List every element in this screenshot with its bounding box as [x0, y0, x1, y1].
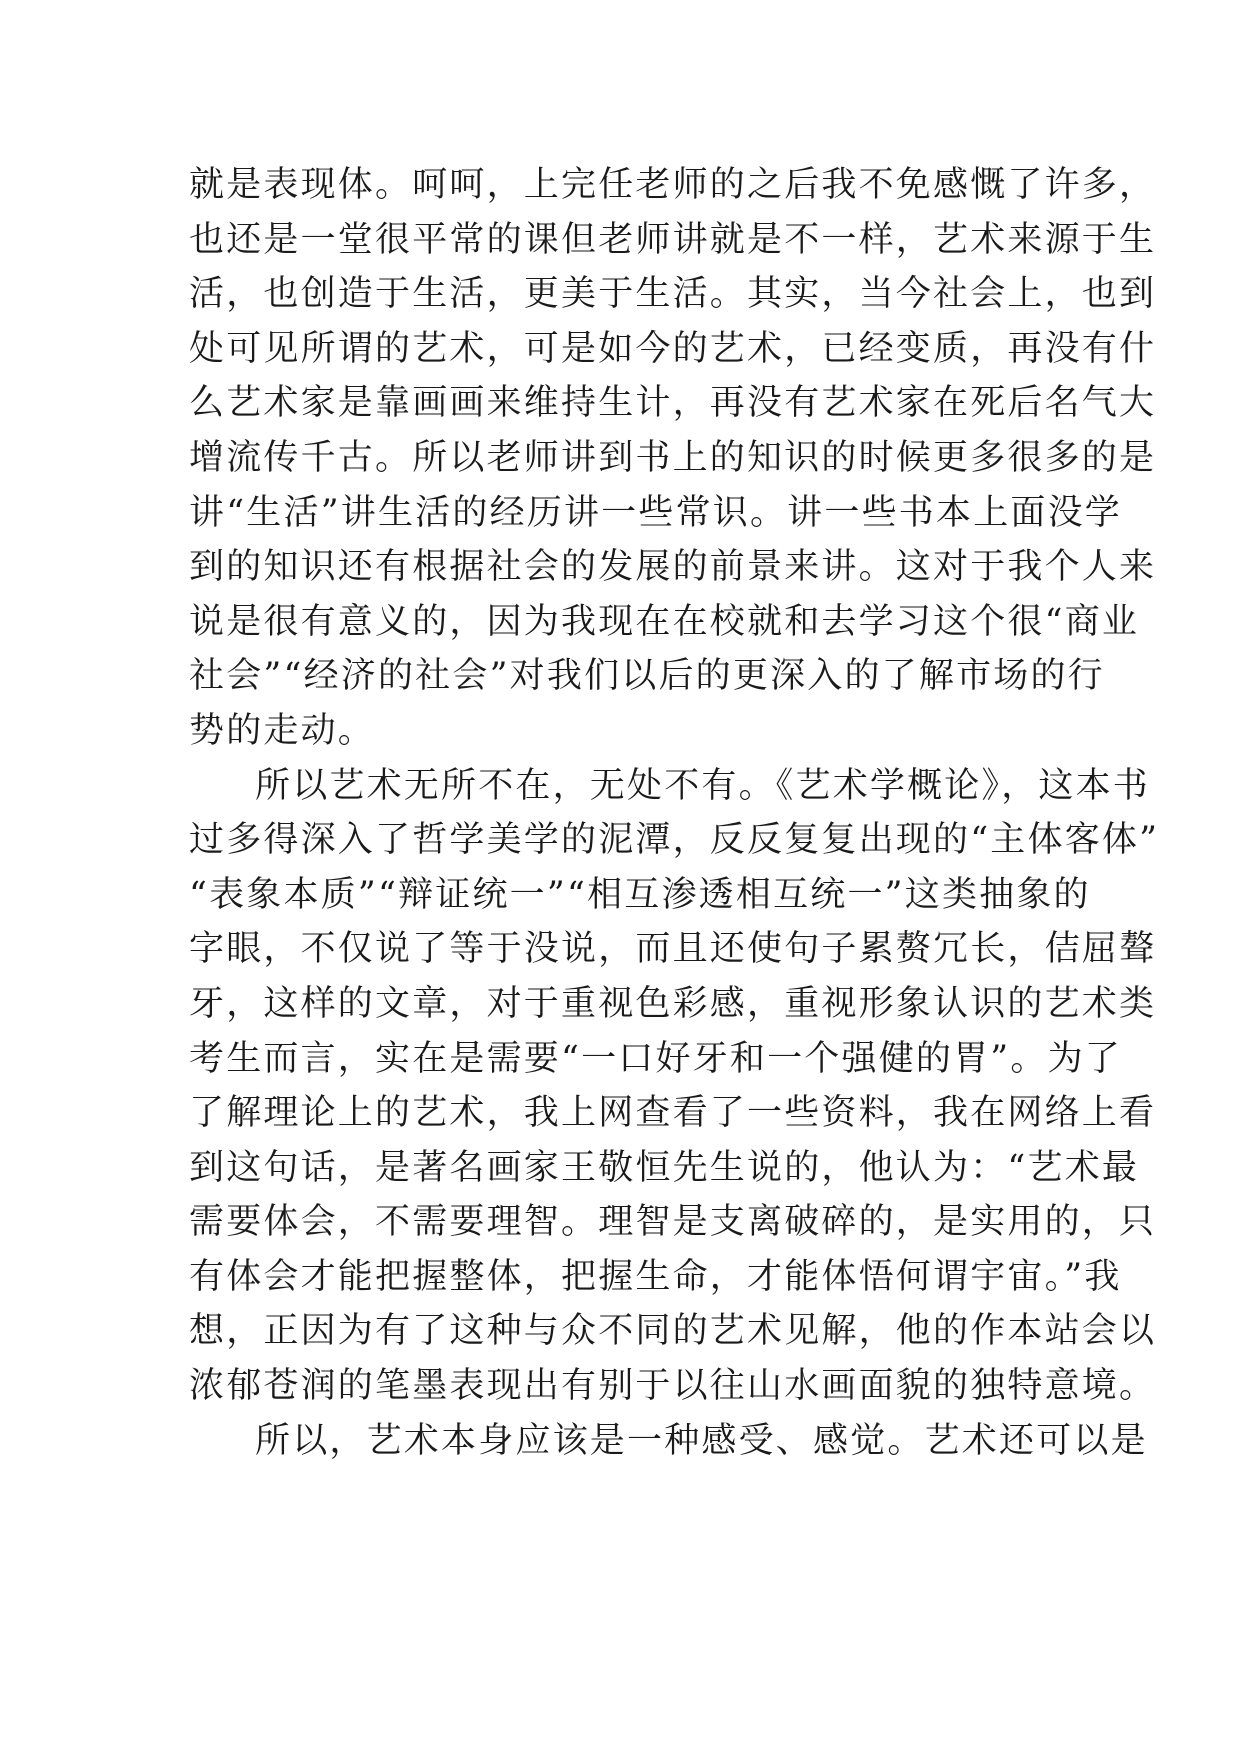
document-body — [189, 158, 1160, 1468]
text-line: 想，正因为有了这种与众不同的艺术见解，他的作本站会以 — [189, 1311, 1157, 1352]
text-line: 也还是一堂很平常的课但老师讲就是不一样，艺术来源于生 — [189, 219, 1157, 260]
text-line: 了解理论上的艺术，我上网查看了一些资料，我在网络上看 — [189, 1093, 1157, 1134]
text-line: 活，也创造于生活，更美于生活。其实，当今社会上，也到 — [189, 274, 1157, 315]
text-line: 考生而言，实在是需要“一口好牙和一个强健的胃”。为了 — [189, 1038, 1122, 1079]
text-line: 到这句话，是著名画家王敬恒先生说的，他认为：“艺术最 — [189, 1147, 1140, 1188]
text-line: 说是很有意义的，因为我现在在校就和去学习这个很“商业 — [189, 601, 1140, 642]
text-line: 浓郁苍润的笔墨表现出有别于以往山水画面貌的独特意境。 — [189, 1366, 1157, 1407]
text-line: 所以艺术无所不在，无处不有。《艺术学概论》，这本书 — [255, 765, 1151, 806]
text-line: 处可见所谓的艺术，可是如今的艺术，已经变质，再没有什 — [189, 328, 1157, 369]
text-line: 过多得深入了哲学美学的泥潭，反反复复出现的“主体客体” — [189, 820, 1160, 861]
text-line: 增流传千古。所以老师讲到书上的知识的时候更多很多的是 — [189, 437, 1157, 478]
text-line: 就是表现体。呵呵，上完任老师的之后我不免感慨了许多， — [189, 165, 1157, 205]
text-line: 有体会才能把握整体，把握生命，才能体悟何谓宇宙。”我 — [189, 1256, 1122, 1297]
text-line: 势的走动。 — [189, 710, 376, 751]
text-line: 所以，艺术本身应该是一种感受、感觉。艺术还可以是 — [255, 1420, 1148, 1461]
text-line: “表象本质”“辩证统一”“相互渗透相互统一”这类抽象的 — [189, 874, 1091, 915]
text-line: 社会”“经济的社会”对我们以后的更深入的了解市场的行 — [189, 656, 1105, 697]
text-line: 需要体会，不需要理智。理智是支离破碎的，是实用的，只 — [189, 1202, 1157, 1243]
text-line: 牙，这样的文章，对于重视色彩感，重视形象认识的艺术类 — [189, 983, 1157, 1024]
text-line: 字眼，不仅说了等于没说，而且还使句子累赘冗长，佶屈聱 — [189, 929, 1157, 970]
text-line: 么艺术家是靠画画来维持生计，再没有艺术家在死后名气大 — [189, 383, 1157, 424]
text-line: 到的知识还有根据社会的发展的前景来讲。这对于我个人来 — [189, 547, 1157, 588]
text-line: 讲“生活”讲生活的经历讲一些常识。讲一些书本上面没学 — [189, 492, 1122, 533]
